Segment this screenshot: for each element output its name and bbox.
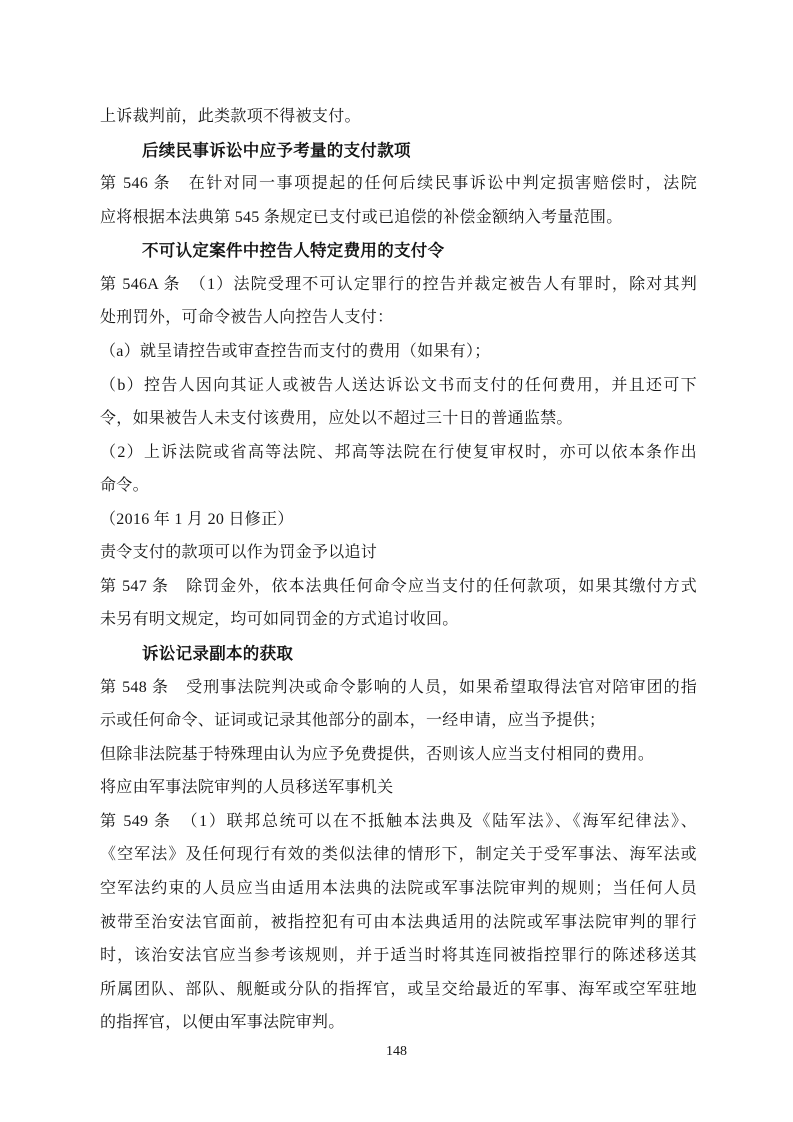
document-body xyxy=(100,104,697,1044)
text-line: 第 548 条 受刑事法院判决或命令影响的人员，如果希望取得法官对陪审团的指 xyxy=(100,678,697,696)
text-line: 命令。 xyxy=(100,477,149,495)
text-line: （2016 年 1 月 20 日修正） xyxy=(100,510,294,528)
text-line: 第 546A 条 （1）法院受理不可认定罪行的控告并裁定被告人有罪时，除对其判 xyxy=(100,275,697,293)
text-line: 第 549 条 （1）联邦总统可以在不抵触本法典及《陆军法》、《海军纪律法》、 xyxy=(100,812,697,830)
text-line: 将应由军事法院审判的人员移送军事机关 xyxy=(100,779,394,797)
text-line: 处刑罚外，可命令被告人向控告人支付： xyxy=(100,309,394,327)
text-line: 第 547 条 除罚金外，依本法典任何命令应当支付的任何款项，如果其缴付方式 xyxy=(100,577,697,595)
section-heading: 后续民事诉讼中应予考量的支付款项 xyxy=(142,141,411,160)
text-line: 空军法约束的人员应当由适用本法典的法院或军事法院审判的规则；当任何人员 xyxy=(100,879,697,897)
text-line: 被带至治安法官面前，被指控犯有可由本法典适用的法院或军事法院审判的罪行 xyxy=(100,913,697,931)
text-line: 时，该治安法官应当参考该规则，并于适当时将其连同被指控罪行的陈述移送其 xyxy=(100,947,697,965)
text-line: 上诉裁判前，此类款项不得被支付。 xyxy=(100,108,361,125)
text-line: 示或任何命令、证词或记录其他部分的副本，一经申请，应当予提供； xyxy=(100,712,606,730)
text-line: 的指挥官，以便由军事法院审判。 xyxy=(100,1014,345,1032)
page-number: 148 xyxy=(386,1044,407,1059)
text-line: 令，如果被告人未支付该费用，应处以不超过三十日的普通监禁。 xyxy=(100,410,573,428)
text-line: 所属团队、部队、舰艇或分队的指挥官，或呈交给最近的军事、海军或空军驻地 xyxy=(100,980,697,998)
text-line: 应将根据本法典第 545 条规定已支付或已追偿的补偿金额纳入考量范围。 xyxy=(100,208,623,226)
text-line: 但除非法院基于特殊理由认为应予免费提供，否则该人应当支付相同的费用。 xyxy=(100,745,655,763)
text-line: 未另有明文规定，均可如同罚金的方式追讨收回。 xyxy=(100,611,459,629)
text-line: 《空军法》及任何现行有效的类似法律的情形下，制定关于受军事法、海军法或 xyxy=(100,846,697,864)
text-line: 第 546 条 在针对同一事项提起的任何后续民事诉讼中判定损害赔偿时，法院 xyxy=(100,175,697,193)
text-line: （2）上诉法院或省高等法院、邦高等法院在行使复审权时，亦可以依本条作出 xyxy=(100,443,697,461)
section-heading: 不可认定案件中控告人特定费用的支付令 xyxy=(142,242,445,261)
text-line: （b）控告人因向其证人或被告人送达诉讼文书而支付的任何费用，并且还可下 xyxy=(100,376,697,394)
text-line: 责令支付的款项可以作为罚金予以追讨 xyxy=(100,544,378,562)
section-heading: 诉讼记录副本的获取 xyxy=(142,645,294,663)
text-line: （a）就呈请控告或审查控告而支付的费用（如果有）； xyxy=(100,342,491,360)
